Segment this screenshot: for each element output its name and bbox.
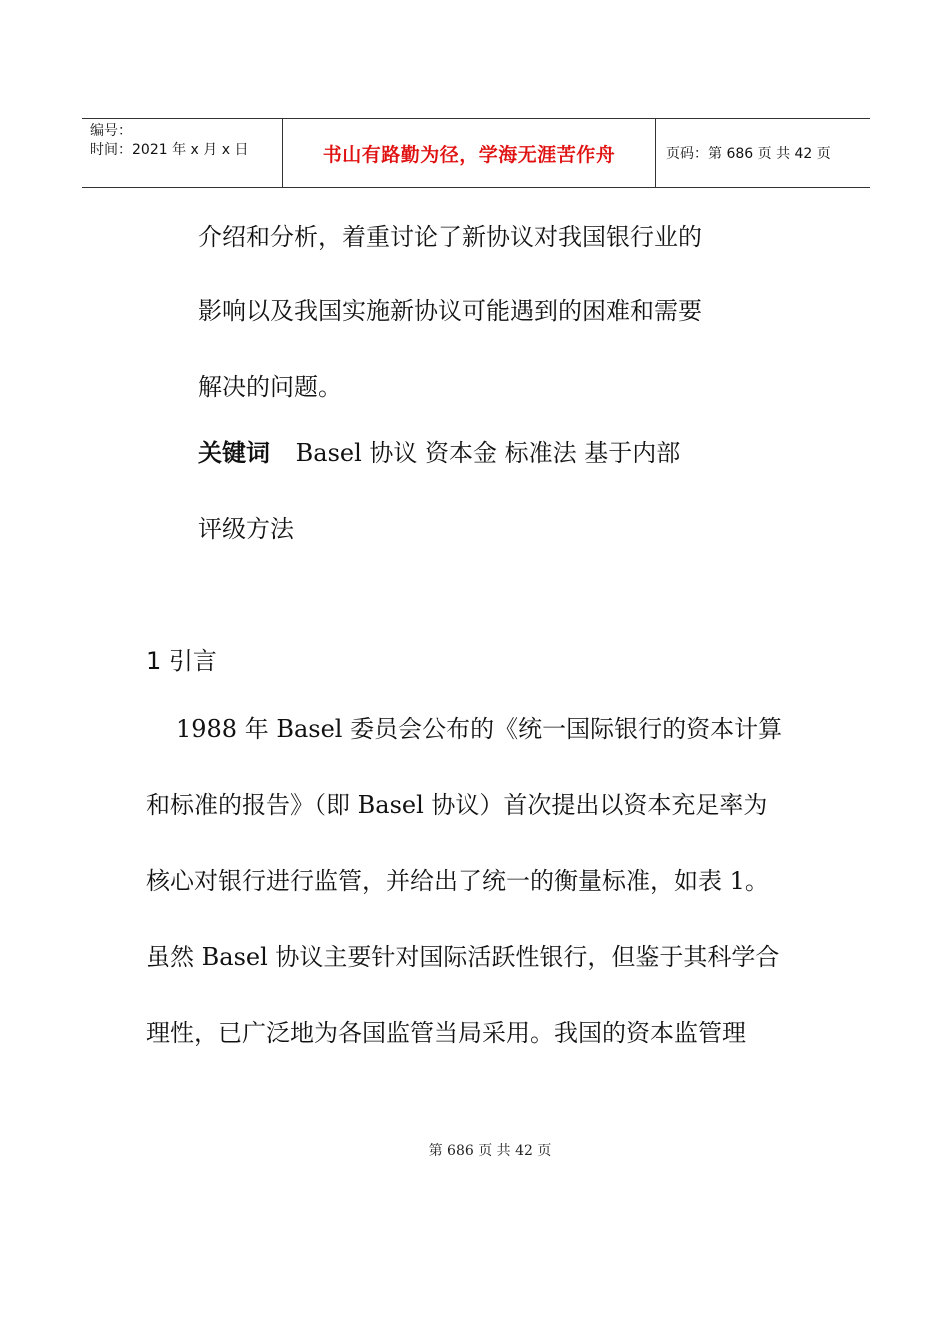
paragraph-line-3: 核心对银行进行监管，并给出了统一的衡量标准，如表 1。 (146, 867, 769, 895)
page-footer: 第 686 页 共 42 页 (428, 1143, 552, 1159)
section-title: 1 引言 (146, 647, 217, 675)
abstract-line-3: 解决的问题。 (198, 373, 342, 401)
keywords-list: Basel 协议 资本金 标准法 基于内部 (295, 439, 681, 467)
header-page-number: 页码：第 686 页 共 42 页 (666, 146, 831, 162)
abstract-line-2: 影响以及我国实施新协议可能遇到的困难和需要 (198, 297, 702, 325)
keywords-line-2: 评级方法 (198, 515, 294, 543)
paragraph-line-1: 1988 年 Basel 委员会公布的《统一国际银行的资本计算 (176, 715, 783, 743)
paragraph-line-5: 理性，已广泛地为各国监管当局采用。我国的资本监管理 (146, 1019, 746, 1047)
abstract-line-1: 介绍和分析，着重讨论了新协议对我国银行业的 (198, 223, 702, 251)
keywords-label: 关键词 (198, 439, 270, 467)
document-header (82, 118, 870, 188)
paragraph-line-4: 虽然 Basel 协议主要针对国际活跃性银行，但鉴于其科学合 (146, 943, 780, 971)
paragraph-line-2: 和标准的报告》（即 Basel 协议）首次提出以资本充足率为 (146, 791, 768, 819)
keywords-line-1 (198, 438, 680, 468)
header-meta (82, 119, 282, 187)
document-date-label: 时间：2021 年 x 月 x 日 (90, 142, 249, 158)
document-number-label: 编号： (90, 123, 132, 139)
header-motto: 书山有路勤为径，学海无涯苦作舟 (282, 119, 656, 187)
